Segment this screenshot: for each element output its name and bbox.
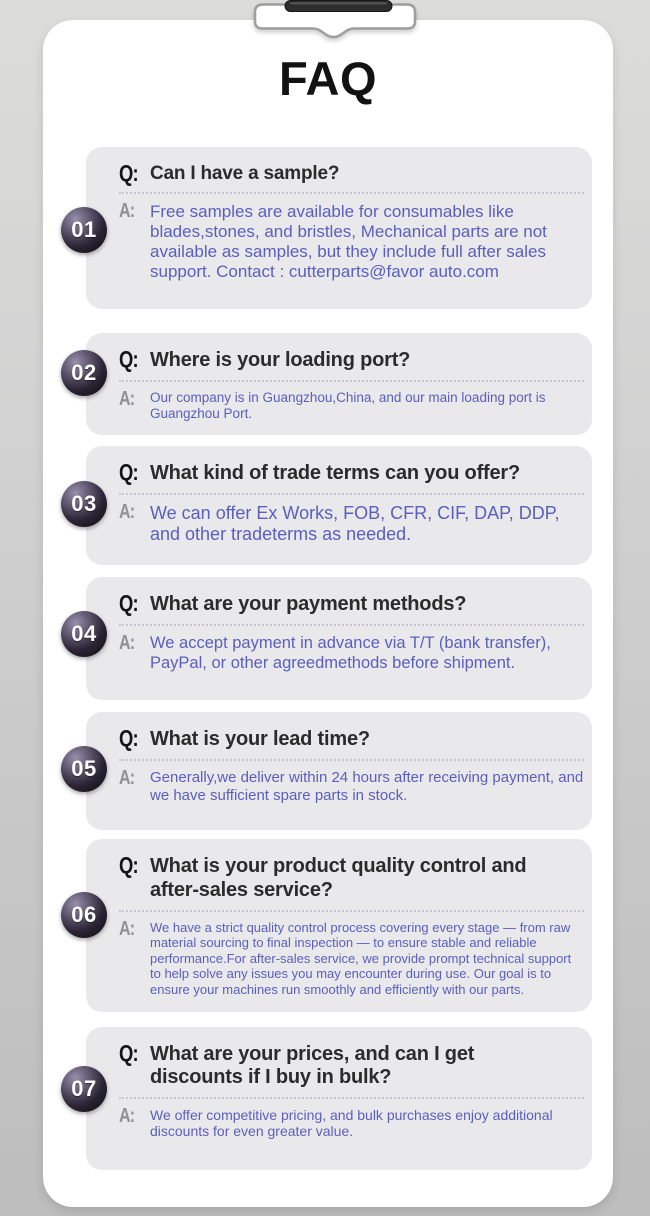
faq-item-7 (71, 1027, 592, 1170)
divider (119, 624, 584, 626)
question-label: Q: (119, 590, 138, 617)
question-row (119, 347, 584, 373)
item-number-badge: 06 (61, 892, 107, 938)
divider (119, 759, 584, 761)
question-row (119, 853, 584, 902)
answer-label: A: (119, 387, 135, 410)
question-text: What are your payment methods? (150, 593, 467, 616)
clipboard-panel (43, 20, 613, 1207)
faq-item-2 (71, 333, 592, 435)
answer-row (119, 389, 584, 422)
divider (119, 1097, 584, 1099)
clipboard-clip-icon (250, 0, 420, 44)
item-number-badge: 02 (61, 350, 107, 396)
faq-item-4 (71, 577, 592, 700)
answer-label: A: (119, 632, 135, 655)
answer-row (119, 1106, 584, 1140)
answer-row (119, 633, 584, 673)
divider (119, 380, 584, 382)
divider (119, 192, 584, 194)
answer-text: Our company is in Guangzhou,China, and our main loading port is Guangzhou Port. (150, 389, 546, 421)
question-text: What is your lead time? (150, 728, 370, 751)
answer-text: We offer competitive pricing, and bulk purchases enjoy additional discounts for even greater value. (150, 1106, 553, 1140)
question-row (119, 460, 584, 486)
question-row (119, 161, 584, 185)
question-label: Q: (119, 346, 138, 373)
divider (119, 910, 584, 912)
faq-list (71, 147, 592, 1170)
question-text: What are your prices, and can I get discounts if I buy in bulk? (150, 1042, 475, 1089)
question-row (119, 591, 584, 617)
answer-row (119, 919, 584, 998)
answer-label: A: (119, 1104, 135, 1127)
item-number-badge: 05 (61, 746, 107, 792)
faq-item-6 (71, 839, 592, 1011)
question-text: Can I have a sample? (150, 163, 340, 185)
faq-item-1 (71, 147, 592, 309)
question-label: Q: (119, 160, 138, 187)
question-text: What is your product quality control and after-sales service? (150, 855, 527, 902)
question-label: Q: (119, 459, 138, 486)
faq-item-3 (71, 446, 592, 565)
question-row (119, 726, 584, 752)
question-label: Q: (119, 725, 138, 752)
answer-row (119, 768, 584, 804)
answer-label: A: (119, 917, 135, 940)
faq-item-5 (71, 712, 592, 830)
question-text: What kind of trade terms can you offer? (150, 462, 521, 485)
question-label: Q: (119, 1039, 138, 1066)
item-number-badge: 04 (61, 611, 107, 657)
answer-label: A: (119, 501, 135, 524)
answer-row (119, 201, 584, 281)
answer-text: We can offer Ex Works, FOB, CFR, CIF, DAP, DDP, and other tradeterms as needed. (150, 503, 560, 545)
page-title: FAQ (278, 52, 378, 105)
item-number-badge: 01 (61, 207, 107, 253)
question-text: Where is your loading port? (150, 349, 411, 372)
item-number-badge: 03 (61, 481, 107, 527)
answer-text: Generally,we deliver within 24 hours after receiving payment, and we have sufficient spare parts in stock. (150, 769, 584, 804)
question-row (119, 1041, 584, 1090)
answer-text: We accept payment in advance via T/T (bank transfer), PayPal, or other agreedmethods before shipment. (150, 634, 551, 672)
question-label: Q: (119, 852, 138, 879)
divider (119, 493, 584, 495)
answer-label: A: (119, 767, 135, 790)
answer-text: Free samples are available for consumables like blades,stones, and bristles, Mechanical parts are not available as samples, but they include full after sales support. Contact : cutterparts@favor auto.com (150, 202, 547, 281)
item-number-badge: 07 (61, 1066, 107, 1112)
answer-row (119, 502, 584, 545)
answer-text: We have a strict quality control process covering every stage — from raw material sourcing to final inspection — to ensure stable and reliable performance.For after-sales service, we provide prompt technical support to help solve any issues you may encounter during use. Our goal is to ensure your machines run smoothly and efficiently with our parts. (150, 919, 572, 998)
answer-label: A: (119, 200, 135, 223)
